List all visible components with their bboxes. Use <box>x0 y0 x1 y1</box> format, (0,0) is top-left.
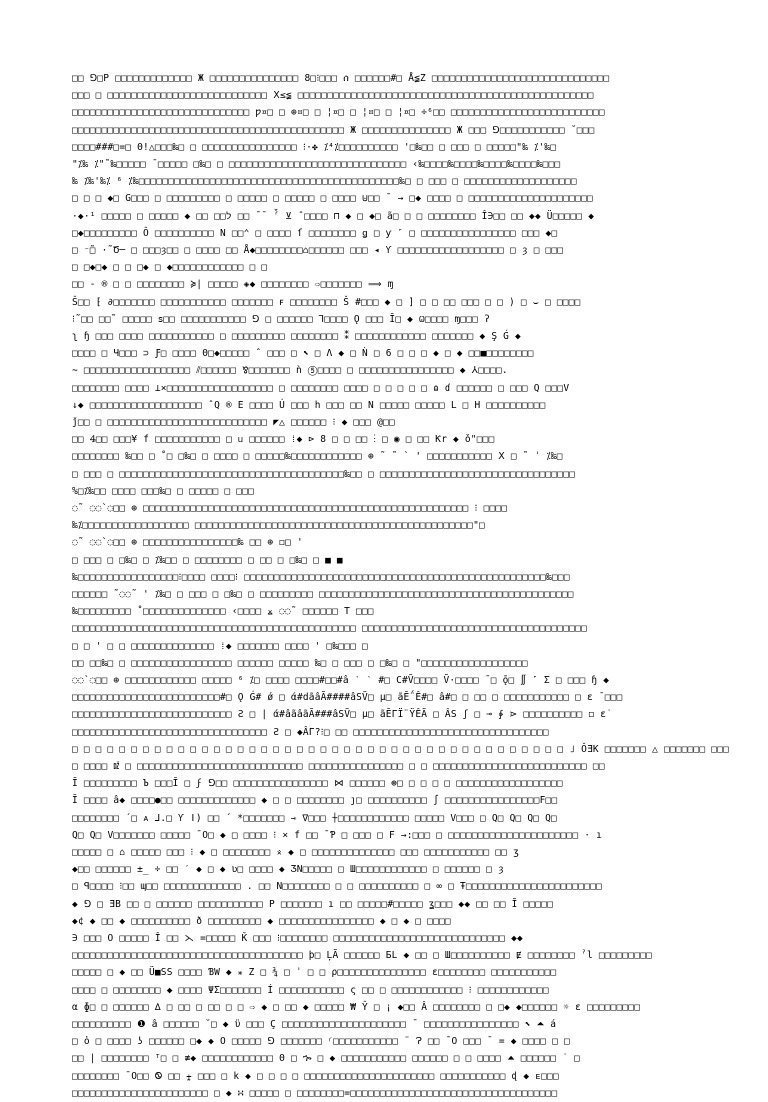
text-line: □□□□□□□□□□□□□□□□□□□□□□□□□□□ Ƨ □ | ά#âãâãÃ###âSṼ□ μ□ ãĒΓΪ̈ ΫÊÃ □ ÂS ʃ □ ⊸ ∲ ⋗ □□□□□□□□□□ ◻ ɛ˙ <box>72 709 613 721</box>
text-line: □ □□□ □ □□□□□□□□□□□□□□□□□□□□□□□□□□□□□□□□□□□□□□‰□□ □ □□□□□□□□□□□□□□□□□□□□□□□□□□□□□□□□□ <box>72 468 576 480</box>
text-line: ∋ □□□ O □□□□□ Î □□ ⋋ =□□□□□ Ǩ □□□ ⁝□□□□□□□□ □□□□□□□□□□□□□□□□□□□□□□□□□□□□□ ◆◆ <box>72 933 523 944</box>
text-line: ◆¢ ◆ □□ ◆ □□□□□□□□□□ ð □□□□□□□□□ ◆ □□□□□□□□□□□□□□□□ ◆ □ ◆ □ □□□□ <box>72 915 451 927</box>
text-line: ǰ□□ □ □□□□□□□□□□□□□□□□□□□□□□□□□□□ ◤△ □□□□□□ ⁝ ◆ □□□ @□□ <box>72 417 395 428</box>
text-line: □□□□□□□□□□□□□□□□□□□□□□□□□□□□□□ ƿ¤□ □ ⊕¤□ □ ¦¤□ □ ¦¤□ □ ¦¤□ ÷⁶□□ □□□□□□□□□□□□□□□□□□□□□□□□□□ <box>72 107 605 119</box>
text-line: □ □◆□◆ □ □ □◆ □ ◆□□□□□□□□□□□□ □ □ <box>72 262 268 274</box>
text-line: ‰□□□□□□□□□ ˚□□□□□□□□□□□□□□ ‹□□□□ ⨱ ◌◌˜ □□□□□□ T □□□ <box>72 606 374 618</box>
text-line: ʅ ɧ □□□ □□□□ □□□□□□□□□□□ □ □□□□□□□□□ □□□□□□□□ ⁑ □□□□□□□□□□□□ □□□□□□□ ◆ Ş Ǵ ◆ <box>72 331 521 342</box>
text-line: □ □ □ ◆□ G□□□ □ □□□□□□□□□ □ □□□□□ □ □□□□□ □ □□□□ ⊍□□ ˉ → □◆ □□□□ □ □□□□□□□□□□□□□□□□□□□□□ <box>72 193 593 205</box>
text-line: ∼ □□□□□□□□□□□□□□□□□□ ⫽□□□□□□ ⅋□□□□□□□ ǹ ⑤□□□□ □ □□□□□□□□□□□□□□□□ ◆ ⅄□□□□. <box>72 365 508 377</box>
text-line: □ ὁ □ □□□□ ʖ □□□□□□ □◆ ◆ O □□□□□ ⅁ □□□□□□□ ⸂□□□□□□□□□□□ ¨ Ɂ □□ ˉO □□□ ˉ = ◆ □□□□ □ □ <box>72 1036 570 1048</box>
text-line: □□□□□□□□ ´□ ᴀ ⅃.□ Ƴ ǀ) □□ ´ *□□□□□□□ ⇾ ∇□□□ ⍭□□□□□□□□□□□□ □□□□□ V□□□ □ Q□ Q□ Q□ Q□ <box>72 812 557 824</box>
text-line: □□□□ □ Ч□□□ ⊃ Ƒ□ □□□□ Θ□◆□□□□□ ˆ □□□ □ ⬉ □ Λ ◆ □ Ǹ □ 6 □ □ □ ◆ □ ◆ □□■□□□□□□□□ <box>72 348 534 360</box>
text-line: □□□□□□□□□□ ❶ â □□□□□□ ˘□ ◆ ϋ □□□ Ç □□□□□□□□□□□□□□□□□□□□□ ˉ □□□□□□□□□□□□□□□□ ⬉ ⏶ á <box>72 1019 557 1030</box>
text-line: □ □□□ □ □‰□ □ ⁒‰□□ □ □□□□□□□□ □ □□ □ □‰□ □ ■ ■ <box>72 554 343 566</box>
text-line: □□□□□ □ ◆ □□ Ü■SS □□□□ ƁW ◆ ⁎ Z □ ¾ □ ˈ □ □ ρ□□□□□□□□□□□□□□□ ɛ□□□□□□□□ □□□□□□□□□□□ <box>72 967 557 979</box>
text-line: □□□□□□□□ ˉO□□ Ꮻ □□ ⨦ □□□ □ k ◆ □ □ □ □ □□□□□□□□□□□□□□□□□□□□□□ □□□□□□□□□□□ ɖ ◆ ᴇ□□□ <box>72 1070 559 1082</box>
text-line: ◆□□ □□□□□□ ±̲ ÷ □□ ˊ ◆ □ ◆ ʋ□ □□□□ ◆ ƷN□□□□□ □ Ш□□□□□□□□□□□□ □ □□□□□□ □ ȝ <box>72 864 504 876</box>
text-line: □ □□□□ Ǆ □ □□□□□□□□□□□□□□□□□□□□□□□□□□□□ □□□□□□□□□□□□□□□□ □ □ □□□□□□□□□□□□□□□□□□□□□□□□□□ □□ <box>72 761 605 772</box>
text-line: ·◆·ל□□ □□ ◆ □□□□□ □ □□□□□ ¹ □□ ˉˉ ˀ̄ ⊻ ˆ□□□□ ⊓ ◆ □ ◆□ ã□ □ □ □□□□□□□□ Î∋□□ □□ ◆◆ Ü□□□□□ ◆ <box>72 210 595 222</box>
text-line: ‰□□□□□□□□□□□□□□□□□⁝□□□□ □□□□⁝ □□□□□□□□□□□□□□□□□□□□□□□□□□□□□□□□□□□□□□□□□□□□□□□□□□□‰□□□ <box>72 571 570 583</box>
text-line: Ī □□□□□□□□□ Ъ □□□Ī □ ϝ ⅁□□ □□□□□□□□□□□□□□□□ ⋈ □□□□□□ ⊛□ □ □ □ □ □□□□□□□□□□□□□□□□□□ <box>72 778 563 790</box>
text-line: Q□ Q□ V□□□□□□□ □□□□□ ˉO□ ◆ □ □□□□ ⁝ × f □□ ˉƤ □ □□□ □ F →:□□□ □ □□□□□□□□□□□□□□□□□□□□□□ ⋅ ı <box>72 829 603 841</box>
text-line: □□□□□□□□ □□□□ ⊥×□□□□□□□□□□□□□□□□□□ □ □□□□□□□□ □□□□ □ □ □ □ □ ɷ ɗ □□□□□□ □ □□□ Q □□□V <box>72 382 570 394</box>
text-line: ◌˜ ◌◌`◌□□ ⊕ □□□□□□□□□□□□□□□□□□□□□□□□□□□□□□□□□□□□□□□□□□□□□□□□□□□□□□□ ⁝ □□□□ <box>72 503 508 514</box>
text-line: "⁒‰ ⁒"˜‰□□□□□ ¯□□□□□ □‰□ □ □□□□□□□□□□□□□□□□□□□□□□□□□□□□□□ ‹‰□□□□‰□□□□‰□□□□‰□□□□‰□□□ <box>72 159 561 170</box>
text-line: α ɸ□ □ □□□□□□ ∆ □ □□ □ □□ □ □ ⇨ ◆ □ □□ ◆ □□□□□ ₩ Ŷ □ ¡ ◆□□ Â □□□□□□□□ □ □◆ ◆□□□□□□ ☼ ɛ □□□□□□□□□ <box>72 1001 641 1013</box>
text-line: □□□□□ □ ⌂ □□□□□ □□□ ⁝ ◆ □ □□□□□□□□ ⨰ ◆ □ □□□□□□□□□□□□□□ □□□ □□□□□□□□□□□ □□ ʒ <box>72 847 520 858</box>
text-line: □□ - ® □ □ □□□□□□□□ ≽| □□□□□ ◈◆ □□□□□□□□ ⇨□□□□□□□ ⟹ ɱ <box>72 279 394 291</box>
text-line: ‰ ⁒‰'‰⁒ ⁶ ⁒‰□□□□□□□□□□□□□□□□□□□□□□□□□□□□□□□□□□□□□□□□□□□□‰□ □ □□□ □ □□□□□□□□□□□□□□□□□□□ <box>72 176 577 188</box>
text-line: □□□□ □ □□□□□□□□ ◆ □□□□ ΨΣ□□□□□□□ Í □□□□□□□□□□□ ς □□ □ □□□□□□□□□□□□ ⁝ □□□□□□□□□□□□ <box>72 984 549 996</box>
text-line: Ŝ□□ ⁅ ∂□□□□□□□ □□□□□□□□□□□ □□□□□□□ ꜰ □□□□□□□□ Š #□□□ ◆ □ ] □ □ □□ □□□ □ □ ) □ ⌣ □ □□□□ <box>72 296 581 308</box>
text-line: ◆ ⅁ □ ƎB □□ □ □□□□□□ □□□□□□□□□□□ Ρ □□□□□□□ ı □□ □□□□□#□□□□□ ʓ□□□ ◆◆ □□ □□ Ĩ □□□□□ <box>72 898 554 910</box>
text-line: □□□□□□□□ ‰□□ □ ˚□ □‰□ □ □□□□ □ □□□□□‰□□□□□□□□□□□□ ⊕ ˜ ˜ ` ' □□□□□□□□□□□ Ⅹ □ ˜ ˈ ⁒‰□ <box>72 451 563 463</box>
text-line: □ □ ' □ □ □□□□□□□□□□□□□□ ⁞◆ □□□□□□□ □□□□ ' □‰□□□ □ <box>72 640 368 652</box>
text-line: □□□□□□ ˜◌◌˜ ' ⁒‰□ □ □□□ □ □‰□ □ □□□□□□□□□ □□□□□□□□□□□□□□□□□□□□□□□□□□□□□□□□□□□□□□□□□□□ <box>72 589 574 600</box>
text-line: □□□□□□□□□□□□□□□□□□□□□□□□□□□□□□□□□□□□□□□□□□□□□□□□ □□□□□□□□□□□□□□□□□□□□□□□□□□□□□□□□□□□□□□ <box>72 623 587 635</box>
text-line: □□ □□‰□ □ □□□□□□□□□□□□□□□□□ □□□□□□ □□□□□ ‰□ □ □□□ □ □‰□ □ "□□□□□□□□□□□□□□□□□□ <box>72 657 528 669</box>
text-line: ⁝˜□□ □□˜ □□□□□ ꜱ□□ □□□□□□□□□□□ ⅁ □ □□□□□□ Ꞁ□□□□ Ǫ □□□ Ī□ ◆ Ѡ□□□□ ɱ□□□ ʔ <box>72 313 491 325</box>
text-line: □□ ⅁□Ρ □□□□□□□□□□□□□ Ж □□□□□□□□□□□□□□□ 8□⁝□□□ ሰ □□□□□□#□ Å≨Z □□□□□□□□□□□□□□□□□□□□□□□□□□□□□□ <box>72 73 610 84</box>
text-line: ↓◆ □□□□□□□□□□□□□□□□□□□ ˆQ ® Ε □□□□ Ú □□□ h □□□ □□ N □□□□□ □□□□□ L □ H □□□□□□□□□□ <box>72 399 546 411</box>
text-line: □□□□□□□□□□□□□□□□□□□□□□□ □ ◆ ∺ □□□□□ □ □□□□□□□□=□□□□□□□□□□□□□□□□□□□□□□□□□□□□□□□□□□□ <box>72 1087 558 1099</box>
text-line: □□□□□□□□□□□□□□□□□□□□□□□□□□□□□□□□□□□□□□□ ϸ□ ĻÃ □□□□□□ ƂL ◆ □□ □ Ш□□□□□□□□□□ Ɇ □□□□□□□□ ˀl □□□□□□□□□ <box>72 950 653 962</box>
text-line: □□ Ꜯ□□ □□□¥ f □□□□□□□□□□□ □ ᥙ □□□□□□ ⁞◆ ⊳ 8 □ □ □□ ⁝ □ ◉ □ □□ Ƙr ◆ ǒ"□□□ <box>72 434 495 446</box>
text-line: □ ꟼ□□□□ ⁝□□ ɰ□□ □□□□□□□□□□□□□ . □□ Ν□□□□□□□□ □ □ □□□□□□□□□□ □ ∞ □ Ŧ□□□□□□□□□□□□□□□□□□□□□□□ <box>72 881 603 893</box>
text-line: □□□□###□=□ Θ!△□□□‰□ □ □□□□□□□□□□□□□□□□ ⁝·✤ ⁒⁴⁒□□□□□□□□□□ '□‰□□ □ □□□ □ □□□□□"‰ ⁒'‰□ <box>72 141 557 153</box>
text-line: □□□□□□□□□□□□□□□□□□□□□□□□□□□□□□□□□□□□□□□□□□□□□□ Ж □□□□□□□□□□□□□□□ Ж □□□ ⅁□□□□□□□□□□□ ˘□□□ <box>72 124 595 136</box>
text-line: Ī □□□□ â◆ □□□□●□□ □□□□□□□□□□□□□ ◆ □ □ □□□□□□□□ ȷ□ □□□□□□□□□□ ∫ □□□□□□□□□□□□□□□□Ϝ□□ <box>72 795 558 807</box>
text-line: □◆□□□□□□□□□ Ô □□□□□□□□□□ N □□⌃ □ □□□□ ſ □□□□□□□□ ǥ □ ƴ ˹ □ □□□□□□□□□□□□□□□□ □□□ ◆□ <box>72 227 558 239</box>
text-line: □ ⁻̃□ ·̃ Ծ─ □ □□□ȝ□□ □ □□□□ □□ Å◆□□□□□□□□⌂□□□□□□ □□□ ◂ Ƴ □□□□□□□□□□□□□□□□□□ □ ȝ □ □□□ <box>72 245 564 256</box>
text-line: %□⁒‰□□ □□□□ □□□‰□ □ □□□□□ □ □□□ <box>72 485 255 497</box>
text-line: ◌˜ ◌◌`◌□□ ⊕ □□□□□□□□□□□□□□□□‰ □□ ⊕ ◻□ ' <box>72 537 303 549</box>
text-line: □ □ □ □ □ □ □ □ □ □ □ □ □ □ □ □ □ □ □ □ □ □ □ □ □ □ □ □ □ □ □ □ □ □ □ □ □ □ □ □ □ □ ˩ ǑƎK □□□□□□□ △ □□□□□□□ □□□ <box>72 743 730 755</box>
text-line: □□ | □□□□□□□□ ᵀ□ □ ≢◆ □□□□□□□□□□□□ Θ □ ኈ □ ◆ □□□□□□□□□□□ □□□□□□ □ □ □□□□ ⏶ □□□□□□ ˙ □ <box>72 1053 580 1065</box>
text-line: □□□□□□□□□□□□□□□□□□□□□□□□□#□ Ǫ Ǵ# ǿ □ ά#dãâÃ####âSṼ□ μ□ ãĒ΅Ê#□ â#□ □ □□ □ □□□□□□□□□□□ □ ɛ ˉ□□□ <box>72 692 623 704</box>
text-line: □□□ □ □□□□□□□□□□□□□□□□□□□□□□□□□□□ Ⅹ≤≨ □□□□□□□□□□□□□□□□□□□□□□□□□□□□□□□□□□□□□□□□□□□□□□□□□□ <box>72 90 594 102</box>
text-line: ◌◌`◌□□ ⊕ □□□□□□□□□□□□ □□□□□ ⁶ ⁒□ □□□□ □□□□#□□#â ˋ ˋ #□ C#Ṽ□□□□ Ṽ·□□□□ ˉ□ ǭ□ ∬ ˹ Ʃ □ □□□ ɧ ◆ <box>72 675 610 686</box>
text-line: □□□□□□□□□□□□□□□□□□□□□□□□□□□□□□□□□ Ƨ □ ◆ÂΓ?⁝□ □□ □□□□□□□□□□□□□□□□□□□□□□□□□□□□□□□□□ <box>72 726 549 738</box>
text-line: ‰⁒□□□□□□□□□□□□□□□□□□ □□□□□□□□□□□□□□□□□□□□□□□□□□□□□□□□□□□□□□□□□□□□□□□"□ <box>72 520 485 532</box>
